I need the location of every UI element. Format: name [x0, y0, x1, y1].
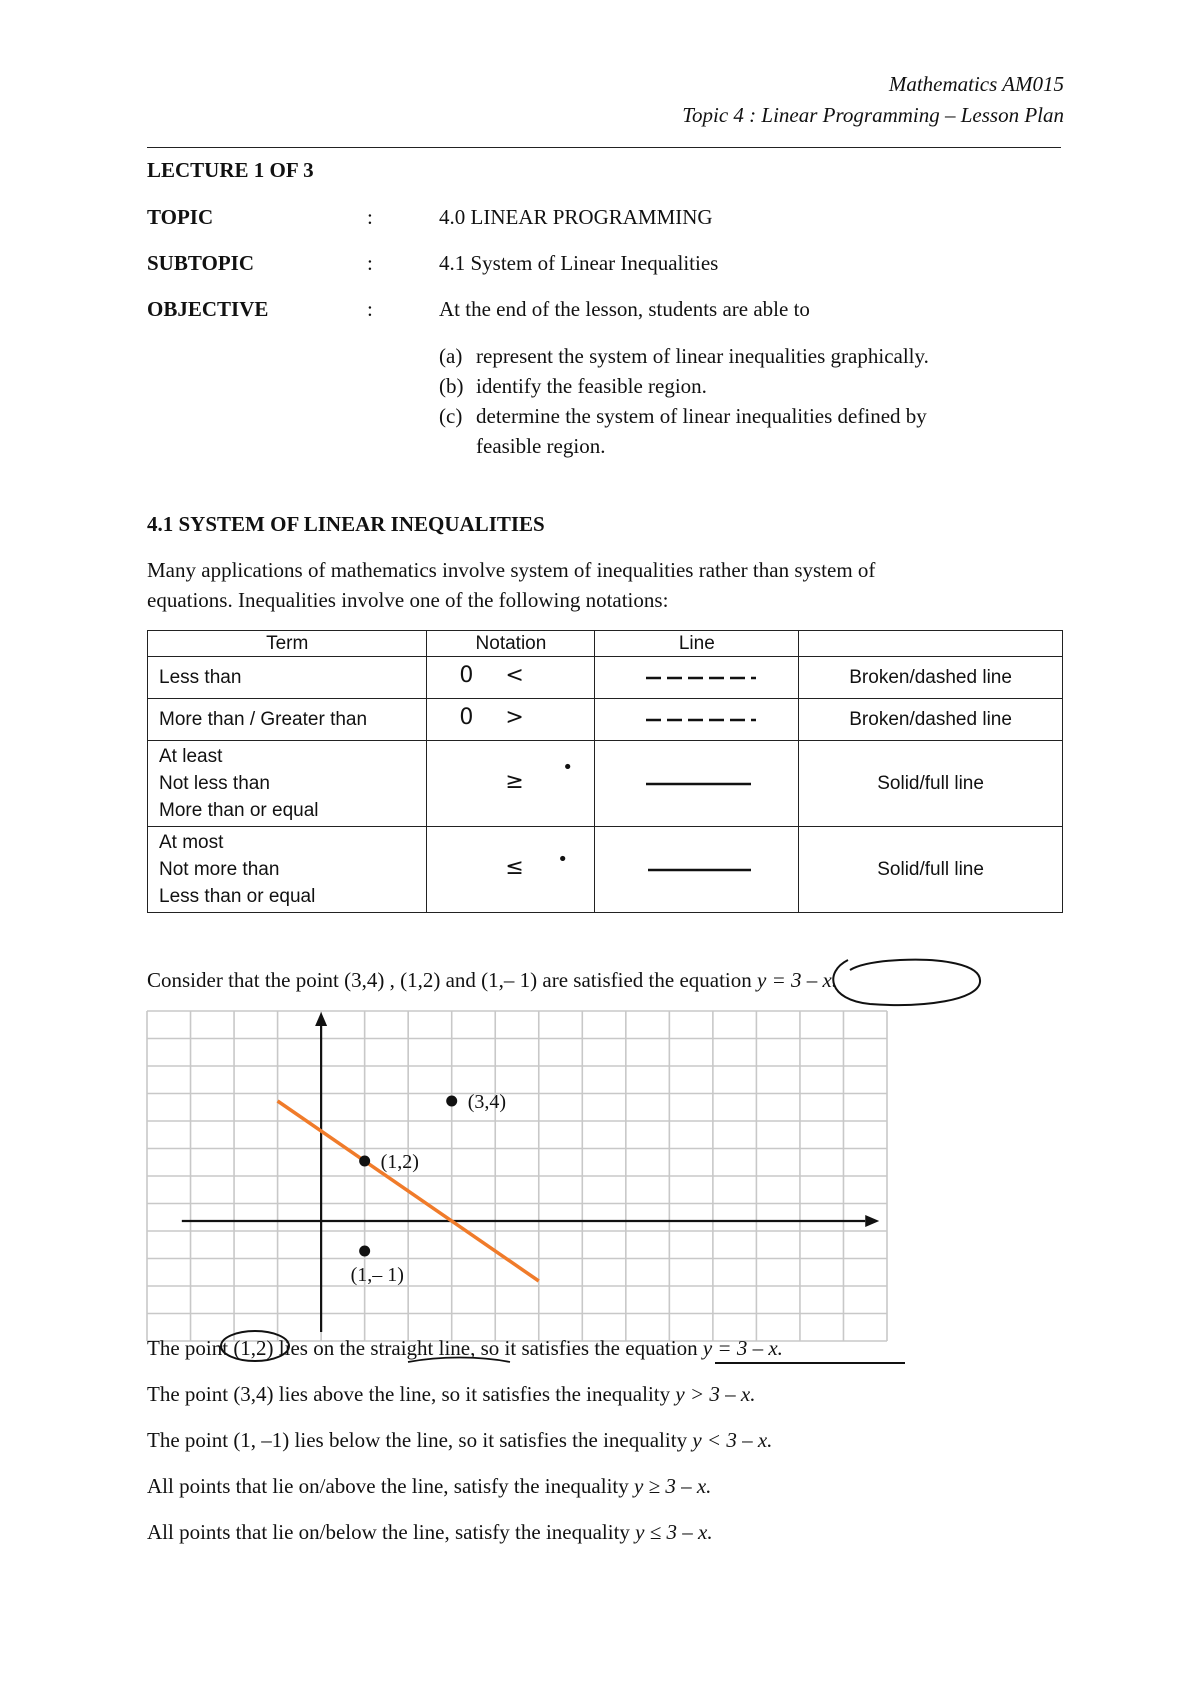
handwritten-mark: 0 [459, 663, 474, 688]
objective-label: OBJECTIVE [147, 297, 269, 321]
objective-item: (a) represent the system of linear inequalities graphically. [439, 344, 929, 368]
line-cell [595, 741, 799, 827]
line-cell [595, 827, 799, 913]
notation-cell [427, 827, 595, 913]
data-point-label: (3,4) [467, 1091, 507, 1113]
dashed-line-sample [606, 715, 766, 725]
notation-cell [427, 657, 595, 699]
table-row [148, 827, 1063, 913]
consider-equation: y = 3 – x. [757, 968, 838, 992]
header-term: Term [148, 631, 427, 657]
notation-cell [427, 741, 595, 827]
intro-line-1: Many applications of mathematics involve system of inequalities rather than system of [147, 558, 876, 582]
term-cell: At most Not more than Less than or equal [148, 827, 427, 913]
x-axis-arrow [865, 1215, 879, 1227]
term-cell: More than / Greater than [148, 699, 427, 741]
section-title: 4.1 SYSTEM OF LINEAR INEQUALITIES [147, 512, 545, 536]
objective-value: At the end of the lesson, students are able to [439, 297, 810, 321]
handwritten-annotations [210, 1322, 1010, 1362]
description-cell: Broken/dashed line [799, 699, 1063, 741]
header-notation: Notation [427, 631, 595, 657]
statement-line: The point (1, –1) lies below the line, so it satisfies the inequality y < 3 – x. [147, 1428, 773, 1452]
handwritten-circle [830, 952, 990, 1012]
handwritten-mark: • [557, 849, 569, 870]
objective-item: feasible region. [476, 434, 606, 458]
table-row [148, 741, 1063, 827]
description-cell: Solid/full line [799, 741, 1063, 827]
consider-line: Consider that the point (3,4) , (1,2) and (1,– 1) are satisfied the equation y = 3 – x. [147, 968, 838, 992]
y-axis-arrow [315, 1012, 327, 1026]
data-point-label: (1,2) [380, 1151, 419, 1173]
line-cell [595, 699, 799, 741]
description-cell: Solid/full line [799, 827, 1063, 913]
table-header-row [148, 631, 1063, 657]
data-point [359, 1246, 370, 1257]
inequality-graph [147, 1011, 887, 1341]
header-line: Line [595, 631, 799, 657]
header-description [799, 631, 1063, 657]
handwritten-mark: • [562, 757, 574, 778]
topic-value: 4.0 LINEAR PROGRAMMING [439, 205, 713, 229]
objective-colon: : [367, 297, 373, 321]
line-cell [595, 657, 799, 699]
subtopic-label: SUBTOPIC [147, 251, 254, 275]
header-topic: Topic 4 : Linear Programming – Lesson Plan [682, 103, 1064, 127]
statement-line: All points that lie on/below the line, satisfy the inequality y ≤ 3 – x. [147, 1520, 713, 1544]
header-course: Mathematics AM015 [888, 72, 1064, 96]
notation-cell [427, 699, 595, 741]
notation-symbol: > [505, 705, 524, 730]
description-cell: Broken/dashed line [799, 657, 1063, 699]
statement-line: The point (3,4) lies above the line, so it satisfies the inequality y > 3 – x. [147, 1382, 756, 1406]
objective-item: (b) identify the feasible region. [439, 374, 707, 398]
subtopic-colon: : [367, 251, 373, 275]
header-rule [147, 147, 1061, 148]
solid-line-sample [606, 779, 766, 789]
subtopic-value: 4.1 System of Linear Inequalities [439, 251, 719, 275]
data-point-label: (1,– 1) [350, 1264, 404, 1286]
table-row [148, 657, 1063, 699]
topic-label: TOPIC [147, 205, 214, 229]
term-cell: Less than [148, 657, 427, 699]
handwritten-mark: 0 [459, 705, 474, 730]
solid-line-sample [606, 865, 766, 875]
dashed-line-sample [606, 673, 766, 683]
statement-line: All points that lie on/above the line, satisfy the inequality y ≥ 3 – x. [147, 1474, 712, 1498]
data-point [446, 1096, 457, 1107]
data-point [359, 1156, 370, 1167]
term-cell: At least Not less than More than or equal [148, 741, 427, 827]
notation-symbol: ≤ [505, 855, 524, 880]
notation-symbol: < [505, 663, 524, 688]
statement-line: The point (1,2) lies on the straight line, so it satisfies the equation y = 3 – x. [147, 1336, 783, 1360]
objective-item: (c) determine the system of linear inequalities defined by [439, 404, 927, 428]
lecture-label: LECTURE 1 OF 3 [147, 158, 314, 182]
topic-colon: : [367, 205, 373, 229]
notation-table [147, 630, 1063, 913]
table-row [148, 699, 1063, 741]
notation-symbol: ≥ [505, 769, 524, 794]
intro-line-2: equations. Inequalities involve one of the following notations: [147, 588, 669, 612]
